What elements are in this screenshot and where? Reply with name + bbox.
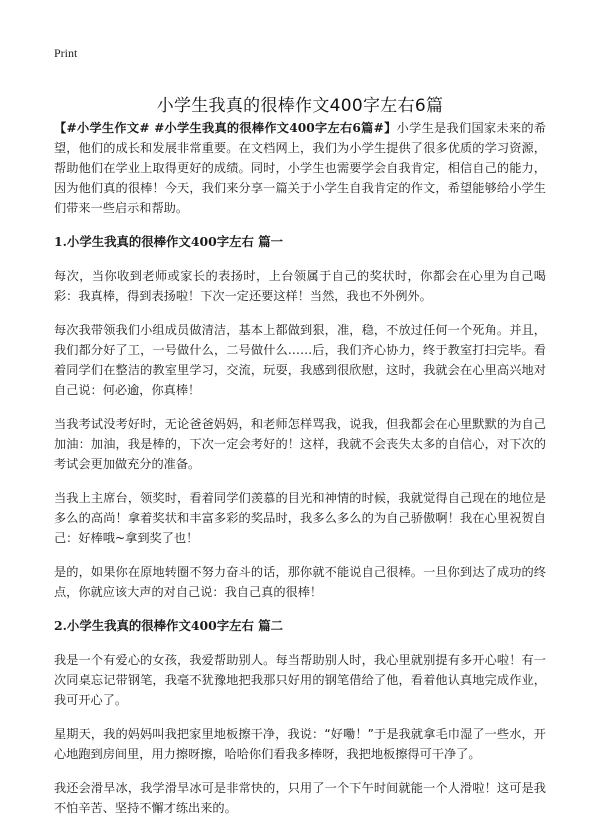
- article-body: [54, 118, 546, 832]
- body-paragraph: 每次，当你收到老师或家长的表扬时，上台领属于自己的奖状时，你都会在心里为自己喝彩：我真棒，得到表扬啦！下次一定还要这样！当然，我也不外例外。: [54, 269, 546, 303]
- body-paragraph: 当我上主席台，领奖时，看着同学们羡慕的目光和神情的时候，我就觉得自己现在的地位是多么的高尚！拿着奖状和丰富多彩的奖品时，我多么多么的为自己骄傲啊！我在心里祝贺自己：好棒哦~拿到奖了也！: [54, 491, 546, 545]
- intro-paragraph: [54, 118, 546, 218]
- body-paragraph: 每次我带领我们小组成员做清洁，基本上都做到狠，准，稳，不放过任何一个死角。并且，我们都分好了工，一号做什么，二号做什么……后，我们齐心协力，终于教室打扫完毕。看着同学们在整洁的教室里学习，交流，玩耍，我感到很欣慰，这时，我就会在心里高兴地对自己说：何必逾，你真棒！: [54, 323, 546, 397]
- intro-text: 小学生是我们国家未来的希望，他们的成长和发展非常重要。在文档网上，我们为小学生提供了很多优质的学习资源，帮助他们在学业上取得更好的成绩。同时，小学生也需要学会自我肯定，相信自己的能力，因为他们真的很棒！今天，我们来分享一篇关于小学生自我肯定的作文，希望能够给小学生们带来一些启示和帮助。: [54, 121, 547, 215]
- body-paragraph: 是的，如果你在原地转圈不努力奋斗的话，那你就不能说自己很棒。一旦你到达了成功的终点，你就应该大声的对自己说：我自己真的很棒！: [54, 565, 546, 599]
- body-paragraph: 当我考试没考好时，无论爸爸妈妈，和老师怎样骂我，说我，但我都会在心里默默的为自己加油：加油，我是棒的，下次一定会考好的！这样，我就不会丧失太多的自信心，对下次的考试会更加做充分的准备。: [54, 417, 546, 471]
- print-label: Print: [54, 46, 78, 60]
- body-paragraph: 我是一个有爱心的女孩，我爱帮助别人。每当帮助别人时，我心里就别提有多开心啦！有一次同桌忘记带钢笔，我毫不犹豫地把我那只好用的钢笔借给了他，看着他认真地完成作业，我可开心了。: [54, 653, 546, 707]
- intro-tag-prefix: 【#小学生作文# #小学生我真的很棒作文400字左右6篇#】: [54, 121, 397, 135]
- body-paragraph: 星期天，我的妈妈叫我把家里地板擦干净，我说：“好嘞！”于是我就拿毛巾湿了一些水，开心地跑到房间里，用力擦呀擦，哈哈你们看我多棒呀，我把地板擦得可干净了。: [54, 727, 546, 761]
- section-heading: 2.小学生我真的很棒作文400字左右 篇二: [54, 618, 283, 633]
- body-paragraph: 我还会滑旱冰，我学滑旱冰可是非常快的，只用了一个下午时间就能一个人滑啦！这可是我不怕辛苦、坚持不懈才练出来的。: [54, 781, 546, 815]
- section-heading: 1.小学生我真的很棒作文400字左右 篇一: [54, 234, 283, 249]
- page-title: 小学生我真的很棒作文400字左右6篇: [156, 96, 444, 117]
